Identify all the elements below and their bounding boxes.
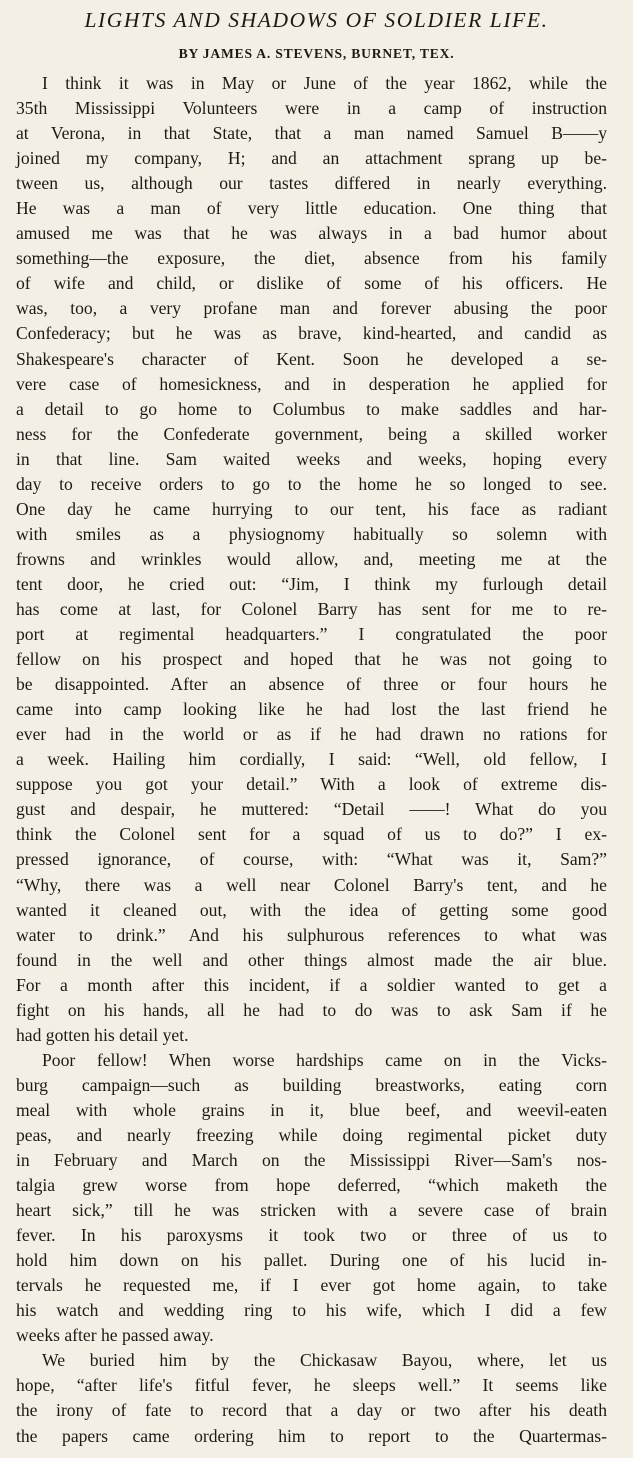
text-line: be disappointed. After an absence of three or four hours he	[16, 674, 607, 695]
text-line: amused me was that he was always in a bad humor about	[16, 223, 607, 244]
article-body	[16, 71, 607, 1449]
text-line: meal with whole grains in it, blue beef, and weevil-eaten	[16, 1099, 607, 1120]
text-line: hold him down on his pallet. During one of his lucid in-	[16, 1250, 607, 1271]
text-line: peas, and nearly freezing while doing regimental picket duty	[16, 1124, 607, 1145]
text-line: weeks after he passed away.	[16, 1325, 214, 1346]
text-line: had gotten his detail yet.	[16, 1024, 189, 1045]
text-line: gust and despair, he muttered: “Detail ——! What do you	[16, 799, 607, 820]
text-line: at Verona, in that State, that a man named Samuel B——y	[16, 123, 607, 144]
text-line: I think it was in May or June of the year 1862, while the	[42, 73, 607, 93]
text-line: day to receive orders to go to the home he so longed to see.	[16, 473, 607, 494]
text-line: fellow on his prospect and hoped that he was not going to	[16, 649, 607, 670]
text-line: We buried him by the Chickasaw Bayou, where, let us	[42, 1350, 607, 1371]
text-line: Shakespeare's character of Kent. Soon he developed a se-	[16, 348, 607, 369]
text-line: in that line. Sam waited weeks and weeks, hoping every	[16, 448, 607, 469]
text-line: tent door, he cried out: “Jim, I think my furlough detail	[16, 573, 607, 594]
text-line: ness for the Confederate government, being a skilled worker	[16, 423, 607, 444]
text-line: the irony of fate to record that a day or two after his death	[16, 1400, 607, 1421]
text-line: has come at last, for Colonel Barry has sent for me to re-	[16, 598, 607, 619]
text-line: burg campaign—such as building breastworks, eating corn	[16, 1074, 607, 1095]
article-title: LIGHTS AND SHADOWS OF SOLDIER LIFE.	[84, 8, 549, 32]
text-line: of wife and child, or dislike of some of his officers. He	[16, 273, 607, 294]
text-line: talgia grew worse from hope deferred, “which maketh the	[16, 1175, 607, 1196]
text-line: think the Colonel sent for a squad of us to do?” I ex-	[16, 824, 607, 845]
text-line: Poor fellow! When worse hardships came on in the Vicks-	[42, 1049, 607, 1070]
text-line: something—the exposure, the diet, absence from his family	[16, 248, 607, 269]
text-line: came into camp looking like he had lost the last friend he	[16, 699, 607, 720]
text-line: heart sick,” till he was stricken with a severe case of brain	[16, 1200, 607, 1221]
text-line: suppose you got your detail.” With a look of extreme dis-	[16, 774, 607, 795]
text-line: For a month after this incident, if a soldier wanted to get a	[16, 974, 607, 995]
text-line: his watch and wedding ring to his wife, which I did a few	[16, 1300, 607, 1321]
text-line: in February and March on the Mississippi River—Sam's nos-	[16, 1150, 607, 1171]
text-line: with smiles as a physiognomy habitually so solemn with	[16, 523, 607, 544]
text-line: fight on his hands, all he had to do was to ask Sam if he	[16, 999, 607, 1020]
text-line: One day he came hurrying to our tent, his face as radiant	[16, 498, 607, 519]
text-line: the papers came ordering him to report to the Quartermas-	[16, 1425, 607, 1446]
text-line: frowns and wrinkles would allow, and, meeting me at the	[16, 548, 607, 569]
text-line: was, too, a very profane man and forever abusing the poor	[16, 298, 607, 319]
text-line: He was a man of very little education. One thing that	[16, 198, 607, 219]
text-line: Confederacy; but he was as brave, kind-hearted, and candid as	[16, 323, 607, 344]
text-line: tween us, although our tastes differed in nearly everything.	[16, 173, 607, 194]
text-line: found in the well and other things almost made the air blue.	[16, 949, 607, 970]
text-line: vere case of homesickness, and in desperation he applied for	[16, 373, 607, 394]
text-line: ever had in the world or as if he had drawn no rations for	[16, 724, 607, 745]
text-line: wanted it cleaned out, with the idea of getting some good	[16, 899, 607, 920]
text-line: tervals he requested me, if I ever got home again, to take	[16, 1275, 607, 1296]
text-line: joined my company, H; and an attachment sprang up be-	[16, 148, 607, 169]
text-line: water to drink.” And his sulphurous references to what was	[16, 924, 607, 945]
text-line: a detail to go home to Columbus to make saddles and har-	[16, 398, 607, 419]
text-line: pressed ignorance, of course, with: “What was it, Sam?”	[16, 849, 607, 870]
text-line: port at regimental headquarters.” I congratulated the poor	[16, 624, 607, 645]
article-byline: BY JAMES A. STEVENS, BURNET, TEX.	[178, 46, 455, 61]
text-line: hope, “after life's fitful fever, he sleeps well.” It seems like	[16, 1375, 607, 1396]
text-line: a week. Hailing him cordially, I said: “Well, old fellow, I	[16, 749, 607, 770]
text-line: “Why, there was a well near Colonel Barry's tent, and he	[16, 874, 607, 895]
text-line: fever. In his paroxysms it took two or three of us to	[16, 1225, 607, 1246]
text-line: 35th Mississippi Volunteers were in a camp of instruction	[16, 98, 607, 119]
